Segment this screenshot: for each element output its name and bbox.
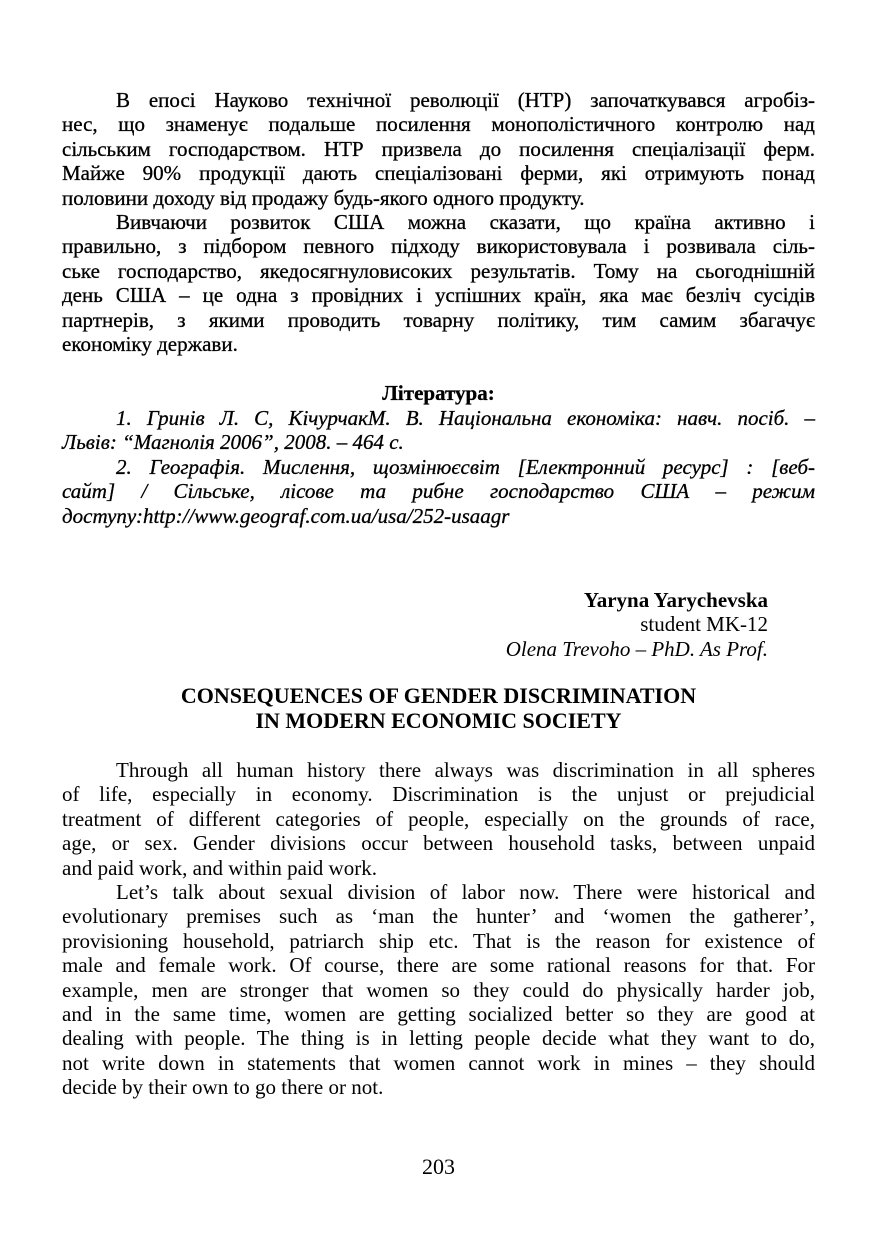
text-line: Львів: “Магнолія 2006”, 2008. – 464 с. (62, 430, 404, 455)
text-line: and in the same time, women are getting socialized better so they are good at (62, 1002, 815, 1026)
text-line: сайт] / Сільське, лісове та рибне господарство США – режим (62, 479, 815, 504)
spacer (62, 733, 815, 758)
text-line: treatment of different categories of people, especially on the grounds of race, (62, 806, 815, 831)
paragraph-english-1 (62, 758, 815, 880)
spacer (62, 356, 815, 381)
text-line: Вивчаючи розвиток США можна сказати, що країна активно і (116, 210, 815, 235)
text-line: dealing with people. The thing is in letting people decide what they want to do, (62, 1026, 815, 1051)
text-line: день США – це одна з провідних і успішних країн, яка має безліч сусідів (62, 283, 815, 308)
spacer (62, 661, 815, 684)
author-affiliation: student MK-12 (640, 612, 768, 637)
author-block (62, 588, 815, 661)
text-line: правильно, з підбором певного підходу використовувала і розвивала сіль- (62, 234, 815, 259)
text-line: age, or sex. Gender divisions occur between household tasks, between unpaid (62, 831, 815, 856)
author-advisor: Olena Trevoho – PhD. As Prof. (505, 636, 768, 661)
page-number: 203 (422, 1153, 455, 1179)
text-line: 2. Географія. Мислення, щозмінюєсвіт [Електронний ресурс] : [веб- (116, 454, 815, 479)
text-line: ське господарство, якедосягнуловисоких результатів. Тому на сьогоднішній (62, 258, 815, 283)
text-line: нес, що знаменує подальше посилення монополістичного контролю над (62, 112, 815, 137)
text-line: decide by their own to go there or not. (62, 1075, 384, 1100)
text-line: evolutionary premises such as ‘man the hunter’ and ‘women the gatherer’, (62, 904, 815, 929)
text-line: партнерів, з якими проводить товарну політику, тим самим збагачує (62, 307, 815, 332)
text-line: example, men are stronger that women so they could do physically harder job, (62, 977, 815, 1002)
author-name: Yaryna Yarychevska (583, 587, 768, 612)
text-line: 1. Гринів Л. С, КічурчакМ. В. Національна економіка: навч. посіб. – (116, 405, 815, 430)
text-line: provisioning household, patriarch ship etc. That is the reason for existence of (62, 928, 815, 953)
text-line: and paid work, and within paid work. (62, 855, 377, 880)
references-heading: Література: (382, 381, 495, 406)
text-line: Let’s talk about sexual division of labor now. There were historical and (116, 879, 815, 904)
text-line: економіку держави. (62, 332, 238, 357)
reference-item-2 (62, 455, 815, 528)
text-line: not write down in statements that women cannot work in mines – they should (62, 1050, 815, 1075)
paragraph-ukrainian-2 (62, 210, 815, 356)
text-line: CONSEQUENCES OF GENDER DISCRIMINATION (180, 683, 697, 709)
paragraph-ukrainian-1 (62, 88, 815, 210)
text-line: male and female work. Of course, there are some rational reasons for that. For (62, 953, 815, 978)
text-line: of life, especially in economy. Discrimination is the unjust or prejudicial (62, 782, 815, 807)
article-title (62, 684, 815, 733)
spacer (62, 1100, 815, 1155)
reference-item-1 (62, 406, 815, 455)
text-line: В епосі Науково технічної революції (НТР) започаткувався агробіз- (116, 88, 815, 112)
text-line: доступу:http://www.geograf.com.ua/usa/252-usaagr (62, 503, 510, 528)
text-line: Майже 90% продукції дають спеціалізовані ферми, які отримують понад (62, 161, 815, 186)
spacer (62, 528, 815, 588)
text-line: сільським господарством. НТР призвела до посилення спеціалізації ферм. (62, 136, 815, 161)
text-line: IN MODERN ECONOMIC SOCIETY (255, 707, 622, 733)
paragraph-english-2 (62, 880, 815, 1100)
text-line: половини доходу від продажу будь-якого одного продукту. (62, 185, 585, 210)
text-line: Through all human history there always was discrimination in all spheres (116, 757, 815, 782)
